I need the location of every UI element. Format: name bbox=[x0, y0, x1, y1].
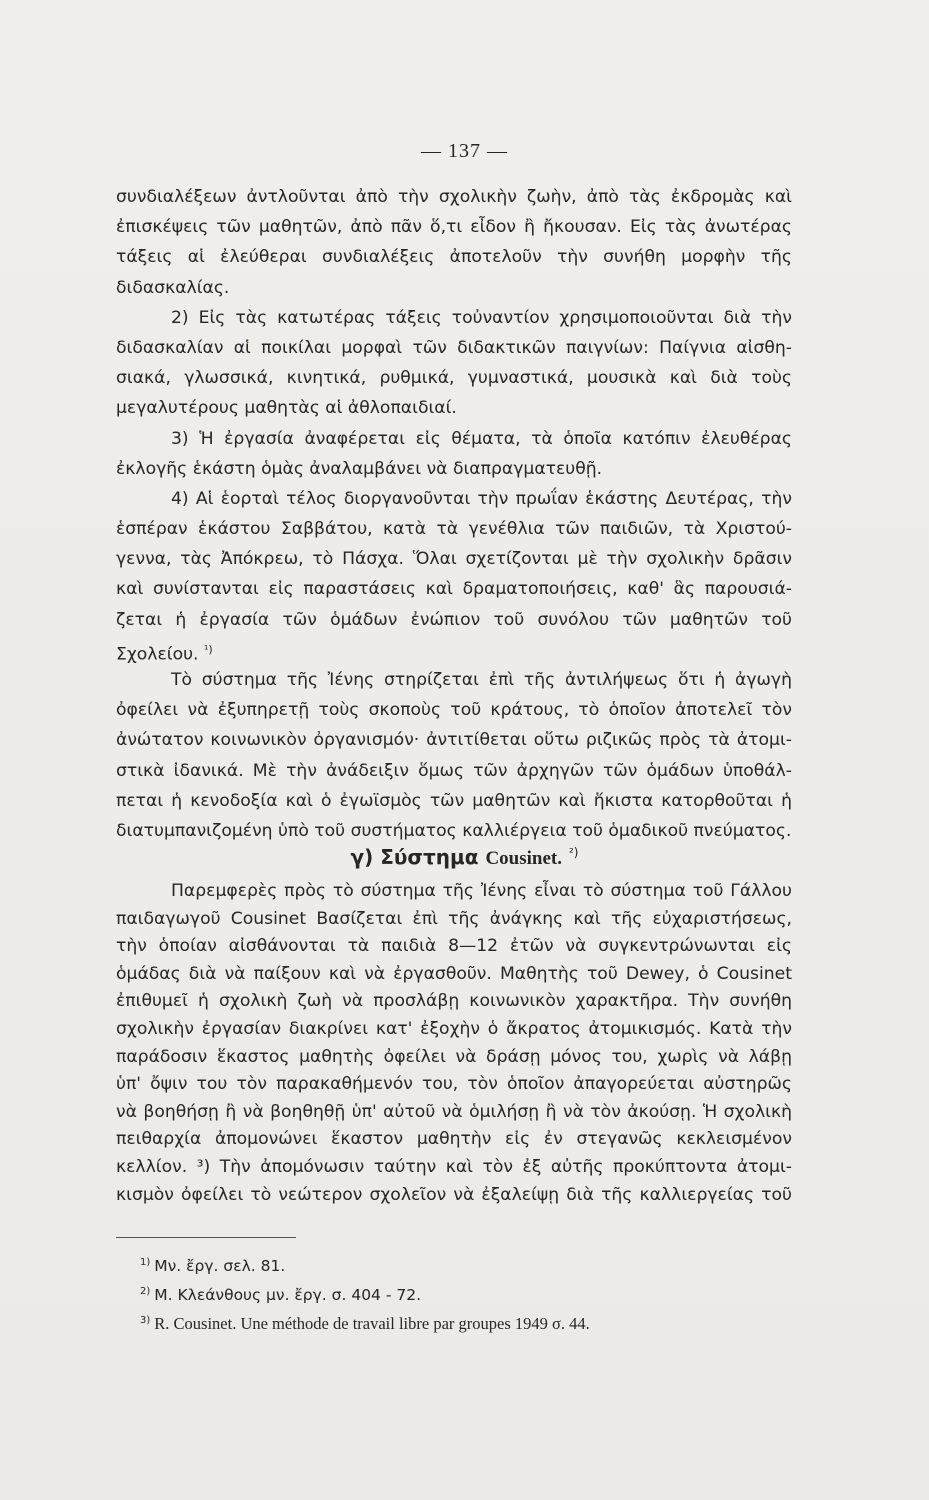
text-line: κισμὸν ὀφείλει τὸ νεώτερον σχολεῖον νὰ ἐξαλείψῃ διὰ τῆς καλλιεργείας τοῦ bbox=[116, 1184, 792, 1205]
footnote-mark: 2) bbox=[140, 1286, 151, 1298]
footnote-mark: 1) bbox=[140, 1257, 151, 1268]
text-line: ἐπιθυμεῖ ἡ σχολικὴ ζωὴ νὰ προσλάβῃ κοινωνικὸν χαρακτῆρα. Τὴν συνήθη bbox=[116, 991, 792, 1012]
text-line: πεται ἡ κενοδοξία καὶ ὁ ἐγωϊσμὸς τῶν μαθητῶν καὶ ἥκιστα κατορθοῦται ἡ bbox=[116, 790, 792, 811]
text-line: καὶ συνίστανται εἰς παραστάσεις καὶ δραματοποιήσεις, καθ' ἃς παρουσιά- bbox=[116, 579, 792, 600]
text-line: συνδιαλέξεων ἀντλοῦνται ἀπὸ τὴν σχολικὴν ζωὴν, ἀπὸ τὰς ἐκδρομὰς καὶ bbox=[116, 187, 792, 207]
text-line: διδασκαλίας. bbox=[116, 277, 230, 298]
text-line: διδασκαλίαν αἱ ποικίλαι μορφαὶ τῶν διδακτικῶν παιγνίων: Παίγνια αἰσθη- bbox=[116, 337, 792, 358]
text-line: παράδοσιν ἕκαστος μαθητὴς ὀφείλει νὰ δράσῃ μόνος του, χωρὶς νὰ λάβῃ bbox=[116, 1046, 792, 1067]
text-line bbox=[116, 635, 792, 665]
text-line: 3) Ἡ ἐργασία ἀναφέρεται εἰς θέματα, τὰ ὁποῖα κατόπιν ἐλευθέρας bbox=[171, 428, 792, 449]
section-name: Cousinet. bbox=[485, 848, 562, 869]
text-line: Παρεμφερὲς πρὸς τὸ σύστημα τῆς Ἰένης εἶναι τὸ σύστημα τοῦ Γάλλου bbox=[171, 881, 792, 901]
text-line: ζεται ἡ ἐργασία τῶν ὁμάδων ἐνώπιον τοῦ συνόλου τῶν μαθητῶν τοῦ bbox=[116, 609, 792, 630]
footnote-text: Μ. Κλεάνθους μν. ἔργ. σ. 404 - 72. bbox=[154, 1286, 422, 1305]
text-line: τάξεις αἱ ἐλεύθεραι συνδιαλέξεις ἀποτελοῦν τὴν συνήθη μορφὴν τῆς bbox=[116, 247, 792, 268]
text-line: σχολικὴν ἐργασίαν διακρίνει κατ' ἐξοχὴν ὁ ἄκρατος ἀτομικισμός. Κατὰ τὴν bbox=[116, 1018, 792, 1039]
text-line: νὰ βοηθήσῃ ἢ νὰ βοηθηθῇ ὑπ' αὐτοῦ νὰ ὁμιλήσῃ ἢ νὰ τὸν ἀκούσῃ. Ἡ σχολικὴ bbox=[116, 1101, 792, 1122]
footnote-reference: ²) bbox=[568, 845, 579, 860]
text-line: 2) Εἰς τὰς κατωτέρας τάξεις τοὐναντίον χρησιμοποιοῦνται διὰ τὴν bbox=[171, 307, 792, 328]
text-line: ἐκλογῆς ἑκάστη ὁμὰς ἀναλαμβάνει νὰ διαπραγματευθῇ. bbox=[116, 458, 603, 479]
text-line: πειθαρχία ἀπομονώνει ἕκαστον μαθητὴν εἰς ἐν στεγανῶς κεκλεισμένον bbox=[116, 1129, 792, 1150]
footnote-text: R. Cousinet. Une méthode de travail libre par groupes 1949 σ. 44. bbox=[154, 1314, 590, 1334]
text-line: ὑπ' ὄψιν του τὸν παρακαθήμενόν του, τὸν ὁποῖον ἀπαγορεύεται αὐστηρῶς bbox=[116, 1074, 792, 1095]
text-line: μεγαλυτέρους μαθητὰς αἱ ἀθλοπαιδιαί. bbox=[116, 398, 457, 419]
text-line: σιακά, γλωσσικά, κινητικά, ρυθμικά, γυμναστικά, μουσικὰ καὶ διὰ τοὺς bbox=[116, 368, 792, 389]
text-line: ἐπισκέψεις τῶν μαθητῶν, ἀπὸ πᾶν ὅ,τι εἶδον ἢ ἤκουσαν. Εἰς τὰς ἀνωτέρας bbox=[116, 217, 792, 238]
section-heading bbox=[0, 845, 929, 870]
text-line: ὀφείλει νὰ ἐξυπηρετῇ τοὺς σκοποὺς τοῦ κράτους, τὸ ὁποῖον ἀποτελεῖ τὸν bbox=[116, 700, 792, 721]
footnote-divider bbox=[116, 1237, 296, 1238]
main-text bbox=[116, 182, 792, 846]
section-title: Σύστημα bbox=[380, 845, 479, 869]
text-line: τὴν ὁποίαν αἰσθάνονται τὰ παιδιὰ 8—12 ἐτῶν νὰ συγκεντρώνωνται εἰς bbox=[116, 936, 792, 957]
text-fragment: Σχολείου. bbox=[116, 644, 199, 665]
footnote bbox=[140, 1308, 780, 1337]
section-label: γ) bbox=[350, 845, 374, 869]
text-line: κελλίον. ³) Τὴν ἀπομόνωσιν ταύτην καὶ τὸν ἐξ αὐτῆς προκύπτοντα ἀτομι- bbox=[116, 1156, 792, 1177]
footnote-reference: ¹) bbox=[203, 642, 213, 656]
text-line: 4) Αἱ ἑορταὶ τέλος διοργανοῦνται τὴν πρωΐαν ἑκάστης Δευτέρας, τὴν bbox=[171, 488, 792, 509]
text-line: ὁμάδας διὰ νὰ παίξουν καὶ νὰ ἐργασθοῦν. Μαθητὴς τοῦ Dewey, ὁ Cousinet bbox=[116, 963, 792, 984]
text-line: ἑσπέραν ἑκάστου Σαββάτου, κατὰ τὰ γενέθλια τῶν παιδιῶν, τὰ Χριστού- bbox=[116, 519, 792, 540]
text-line: Τὸ σύστημα τῆς Ἰένης στηρίζεται ἐπὶ τῆς ἀντιλήψεως ὅτι ἡ ἀγωγὴ bbox=[171, 670, 792, 690]
text-line: γεννα, τὰς Ἀπόκρεω, τὸ Πάσχα. Ὅλαι σχετίζονται μὲ τὴν σχολικὴν δρᾶσιν bbox=[116, 549, 792, 570]
footnote bbox=[140, 1279, 780, 1308]
section-text bbox=[116, 878, 792, 1209]
footnote-text: Μν. ἔργ. σελ. 81. bbox=[154, 1257, 286, 1276]
page-number: — 137 — bbox=[421, 140, 508, 162]
footnotes bbox=[140, 1250, 780, 1337]
footnote bbox=[140, 1250, 780, 1279]
text-line: παιδαγωγοῦ Cousinet Βασίζεται ἐπὶ τῆς ἀνάγκης καὶ τῆς εὐχαριστήσεως, bbox=[116, 908, 792, 929]
footnote-mark: 3) bbox=[140, 1315, 151, 1327]
text-line: διατυμπανιζομένη ὑπὸ τοῦ συστήματος καλλιέργεια τοῦ ὁμαδικοῦ πνεύματος. bbox=[116, 820, 792, 841]
text-line: στικὰ ἰδανικά. Μὲ τὴν ἀνάδειξιν ὅμως τῶν ἀρχηγῶν τῶν ὁμάδων ὑποθάλ- bbox=[116, 760, 792, 781]
text-line: ἀνώτατον κοινωνικὸν ὀργανισμόν· ἀντιτίθεται οὕτω ριζικῶς πρὸς τὰ ἀτομι- bbox=[116, 730, 792, 751]
